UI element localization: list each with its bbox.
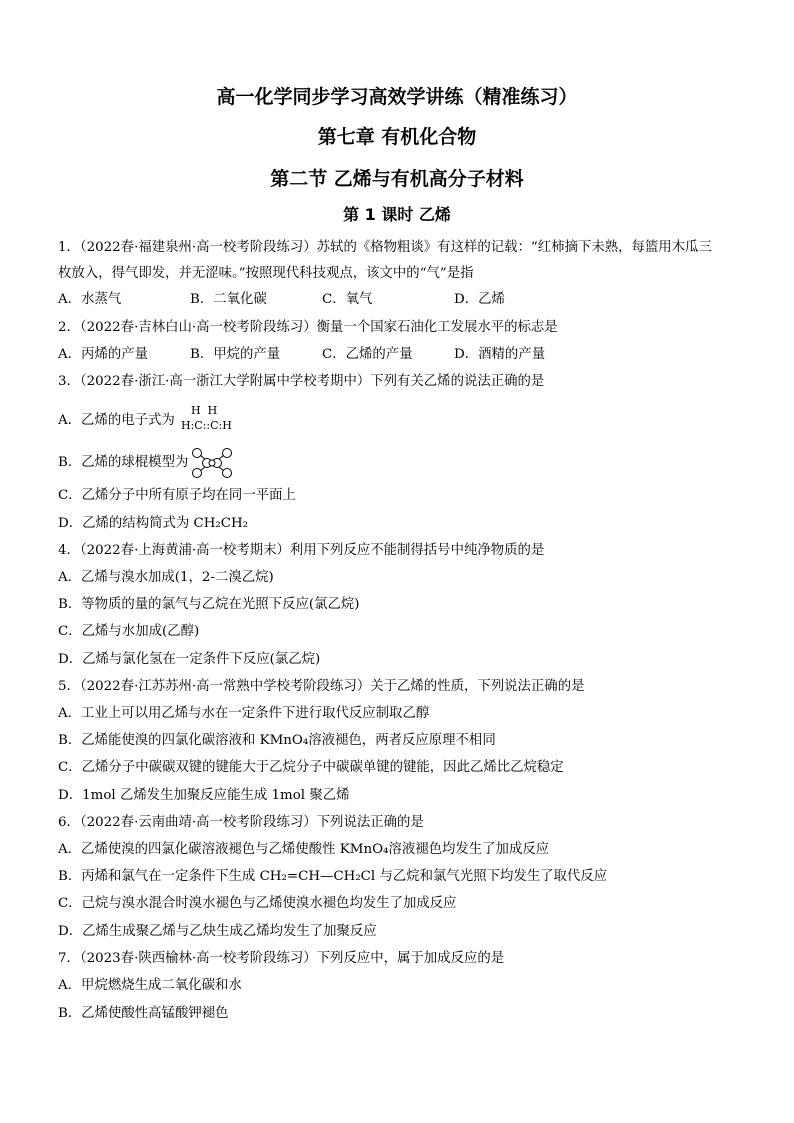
question-6-stem: 6．（2022春·云南曲靖·高一校考阶段练习）下列说法正确的是 xyxy=(58,815,424,830)
question-1-option-b[interactable]: B．二氧化碳 xyxy=(190,292,267,307)
question-2-stem: 2．（2022春·吉林白山·高一校考阶段练习）衡量一个国家石油化工发展水平的标志是 xyxy=(58,320,558,335)
question-6-option-d[interactable]: D．乙烯生成聚乙烯与乙炔生成乙烯均发生了加聚反应 xyxy=(58,924,377,939)
question-6-option-c[interactable]: C．己烷与溴水混合时溴水褪色与乙烯使溴水褪色均发生了加成反应 xyxy=(58,896,457,911)
question-3-option-b[interactable] xyxy=(58,446,748,480)
electron-formula-bottom: H:C::C:H xyxy=(180,419,232,432)
section-title: 第二节 乙烯与有机高分子材料 xyxy=(270,168,524,190)
question-1-options xyxy=(58,290,748,310)
question-6-option-b[interactable]: B．丙烯和氯气在一定条件下生成 CH₂=CH—CH₂Cl 与乙烷和氯气光照下均发生了取代反应 xyxy=(58,869,608,884)
question-1-option-a[interactable]: A．水蒸气 xyxy=(58,292,122,307)
question-4-option-b[interactable]: B．等物质的量的氯气与乙烷在光照下反应(氯乙烷) xyxy=(58,597,360,612)
question-2-option-d[interactable]: D．酒精的产量 xyxy=(454,347,546,362)
question-5-option-b[interactable]: B．乙烯能使溴的四氯化碳溶液和 KMnO₄溶液褪色，两者反应原理不相同 xyxy=(58,733,496,748)
lesson-title: 第 1 课时 乙烯 xyxy=(343,205,451,224)
question-1-option-d[interactable]: D．乙烯 xyxy=(454,292,505,307)
question-3-option-d[interactable]: D．乙烯的结构简式为 CH₂CH₂ xyxy=(58,516,249,531)
question-3-stem: 3．（2022春·浙江·高一浙江大学附属中学校考期中）下列有关乙烯的说法正确的是 xyxy=(58,374,545,389)
question-5-stem: 5．（2022春·江苏苏州·高一常熟中学校考阶段练习）关于乙烯的性质，下列说法正确的是 xyxy=(58,679,585,694)
electron-formula-figure xyxy=(177,402,247,440)
question-1-option-c[interactable]: C．氧气 xyxy=(322,292,373,307)
question-2-option-c[interactable]: C．乙烯的产量 xyxy=(322,347,413,362)
electron-formula-top: H H xyxy=(190,404,217,417)
question-5-option-c[interactable]: C．乙烯分子中碳碳双键的键能大于乙烷分子中碳碳单键的键能，因此乙烯比乙烷稳定 xyxy=(58,760,564,775)
ball-and-stick-model-figure xyxy=(190,446,234,480)
question-5-option-d[interactable]: D．1mol 乙烯发生加聚反应能生成 1mol 聚乙烯 xyxy=(58,788,350,803)
double-bond xyxy=(209,460,215,466)
hydrogen-atom xyxy=(193,449,202,458)
question-6-option-a[interactable]: A．乙烯使溴的四氯化碳溶液褪色与乙烯使酸性 KMnO₄溶液褪色均发生了加成反应 xyxy=(58,842,550,857)
question-3-option-b-label: B．乙烯的球棍模型为 xyxy=(58,455,189,470)
question-4-option-d[interactable]: D．乙烯与氯化氢在一定条件下反应(氯乙烷) xyxy=(58,652,321,667)
question-7-option-b[interactable]: B．乙烯使酸性高锰酸钾褪色 xyxy=(58,1006,229,1021)
question-2-option-a[interactable]: A．丙烯的产量 xyxy=(58,347,149,362)
hydrogen-atom xyxy=(223,449,232,458)
question-4-option-a[interactable]: A．乙烯与溴水加成(1，2-二溴乙烷) xyxy=(58,570,274,585)
question-1-stem-line-1: 1．（2022春·福建泉州·高一校考阶段练习）苏轼的《格物粗谈》有这样的记载：“红柿摘下未熟，每篮用木瓜三 xyxy=(58,240,712,255)
question-3-option-c[interactable]: C．乙烯分子中所有原子均在同一平面上 xyxy=(58,488,296,503)
question-3-option-a[interactable] xyxy=(58,402,748,440)
chapter-title: 第七章 有机化合物 xyxy=(317,126,477,148)
hydrogen-atom xyxy=(193,469,202,478)
hydrogen-atom xyxy=(223,469,232,478)
question-2-options xyxy=(58,345,748,365)
question-7-stem: 7．（2023春·陕西榆林·高一校考阶段练习）下列反应中，属于加成反应的是 xyxy=(58,951,505,966)
question-4-stem: 4．（2022春·上海黄浦·高一校考期末）利用下列反应不能制得括号中纯净物质的是 xyxy=(58,543,545,558)
question-7-option-a[interactable]: A．甲烷燃烧生成二氧化碳和水 xyxy=(58,978,242,993)
question-1-stem-line-2: 枚放入，得气即发，并无涩味。”按照现代科技观点，该文中的“气”是指 xyxy=(58,266,474,281)
question-4-option-c[interactable]: C．乙烯与水加成(乙醇) xyxy=(58,624,200,639)
question-3-option-a-label: A．乙烯的电子式为 xyxy=(58,413,175,428)
question-2-option-b[interactable]: B．甲烷的产量 xyxy=(190,347,281,362)
main-title: 高一化学同步学习高效学讲练（精准练习） xyxy=(216,86,578,108)
question-5-option-a[interactable]: A．工业上可以用乙烯与水在一定条件下进行取代反应制取乙醇 xyxy=(58,706,430,721)
